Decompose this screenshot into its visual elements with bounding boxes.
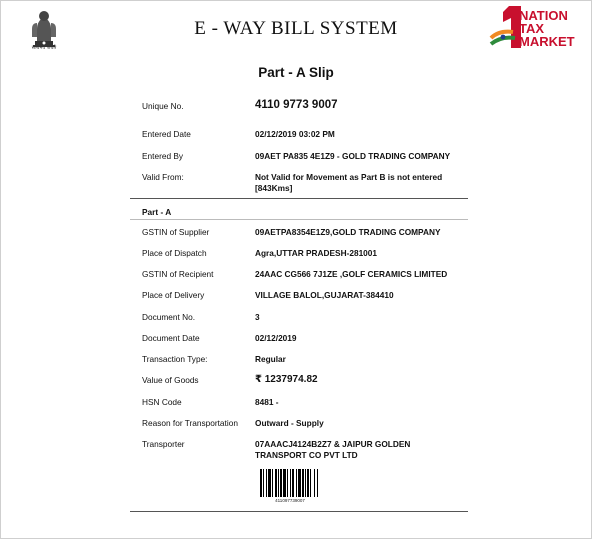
row-label: Transaction Type: xyxy=(142,354,208,364)
row-label: Document No. xyxy=(142,312,196,322)
row-label: Valid From: xyxy=(142,172,184,182)
row-label: Entered By xyxy=(142,151,184,161)
row-value: 8481 - xyxy=(255,397,279,407)
row-value: 02/12/2019 xyxy=(255,333,297,343)
row-value: VILLAGE BALOL,GUJARAT-384410 xyxy=(255,290,394,300)
row-label: Reason for Transportation xyxy=(142,418,238,428)
barcode-icon xyxy=(259,469,321,497)
brand-line-1: NATION xyxy=(519,8,568,23)
row-value: Agra,UTTAR PRADESH-281001 xyxy=(255,248,378,258)
row-value: 07AAACJ4124B2Z7 & JAIPUR GOLDEN TRANSPORT CO PVT LTD xyxy=(255,439,411,460)
row-label: Document Date xyxy=(142,333,200,343)
row-value: Outward - Supply xyxy=(255,418,324,428)
system-title: E - WAY BILL SYSTEM xyxy=(194,18,398,39)
row-label: Place of Delivery xyxy=(142,290,205,300)
slip-title: Part - A Slip xyxy=(258,65,334,80)
row-value: 24AAC CG566 7J1ZE ,GOLF CERAMICS LIMITED xyxy=(255,269,448,279)
row-label: GSTIN of Recipient xyxy=(142,269,214,279)
row-value: 09AETPA8354E1Z9,GOLD TRADING COMPANY xyxy=(255,227,441,237)
section-divider xyxy=(130,198,468,199)
emblem-caption: सत्यमेव जयते xyxy=(31,45,57,51)
row-label: Place of Dispatch xyxy=(142,248,207,258)
row-label: Transporter xyxy=(142,439,185,449)
bottom-divider xyxy=(130,511,468,512)
part-a-underline xyxy=(130,219,468,220)
value-of-goods: ₹ 1237974.82 xyxy=(255,374,318,385)
row-value: 02/12/2019 03:02 PM xyxy=(255,129,335,139)
row-label: HSN Code xyxy=(142,397,182,407)
row-label: GSTIN of Supplier xyxy=(142,227,210,237)
row-value: Not Valid for Movement as Part B is not entered [843Kms] xyxy=(255,172,443,193)
row-label: Entered Date xyxy=(142,129,191,139)
brand-line-3: MARKET xyxy=(519,34,575,49)
row-value: Regular xyxy=(255,354,286,364)
barcode-number: 411097739007 xyxy=(275,498,305,503)
unique-number: 4110 9773 9007 xyxy=(255,99,338,111)
row-value: 09AET PA835 4E1Z9 - GOLD TRADING COMPANY xyxy=(255,151,451,161)
row-value: 3 xyxy=(255,312,260,322)
row-label: Unique No. xyxy=(142,101,184,111)
brand-line-2: TAX xyxy=(519,21,545,36)
part-a-heading: Part - A xyxy=(142,207,172,217)
row-label: Value of Goods xyxy=(142,375,199,385)
